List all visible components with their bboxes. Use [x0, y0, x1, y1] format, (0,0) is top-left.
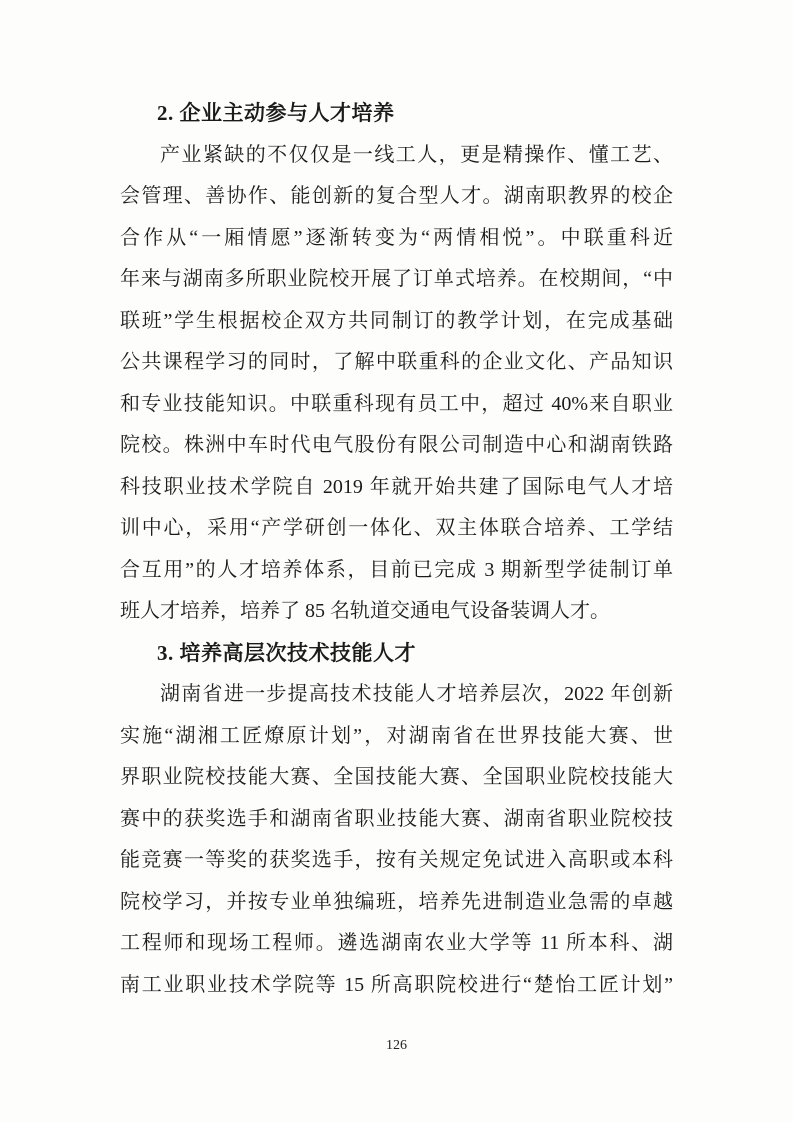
- section-heading-2: 2. 企业主动参与人才培养: [157, 101, 395, 125]
- text-line: 赛中的获奖选手和湖南省职业技能大赛、湖南省职业院校技: [120, 807, 673, 830]
- text-line: 训中心，采用“产学研创一体化、双主体联合培养、工学结: [120, 517, 673, 539]
- text-line: 界职业院校技能大赛、全国技能大赛、全国职业院校技能大: [120, 766, 673, 788]
- text-line: 湖南省进一步提高技术技能人才培养层次，2022 年创新: [160, 683, 673, 705]
- text-line: 实施“湖湘工匠燎原计划”，对湖南省在世界技能大赛、世: [120, 724, 673, 747]
- text-line: 公共课程学习的同时，了解中联重科的企业文化、产品知识: [120, 351, 673, 373]
- text-line: 合作从“一厢情愿”逐渐转变为“两情相悦”。中联重科近: [120, 226, 673, 249]
- text-line: 会管理、善协作、能创新的复合型人才。湖南职教界的校企: [120, 185, 673, 207]
- text-line: 和专业技能知识。中联重科现有员工中，超过 40%来自职业: [120, 392, 673, 415]
- text-line: 院校学习，并按专业单独编班，培养先进制造业急需的卓越: [120, 890, 673, 913]
- text-line: 工程师和现场工程师。遴选湖南农业大学等 11 所本科、湖: [120, 932, 673, 954]
- text-line: 年来与湖南多所职业院校开展了订单式培养。在校期间，“中: [120, 268, 673, 290]
- text-line: 院校。株洲中车时代电气股份有限公司制造中心和湖南铁路: [120, 434, 673, 456]
- text-line: 产业紧缺的不仅仅是一线工人，更是精操作、懂工艺、: [160, 143, 673, 166]
- text-line: 合互用”的人才培养体系，目前已完成 3 期新型学徒制订单: [120, 558, 673, 581]
- text-line: 班人才培养，培养了 85 名轨道交通电气设备装调人才。: [120, 600, 610, 622]
- section-heading-3: 3. 培养高层次技术技能人才: [157, 640, 416, 665]
- text-line: 能竞赛一等奖的获奖选手，按有关规定免试进入高职或本科: [120, 849, 673, 871]
- page-body-text: [120, 93, 673, 1006]
- page-number: 126: [386, 1038, 407, 1053]
- text-line: 南工业职业技术学院等 15 所高职院校进行“楚怡工匠计划”: [120, 973, 673, 996]
- text-line: 联班”学生根据校企双方共同制订的教学计划，在完成基础: [120, 309, 673, 332]
- text-line: 科技职业技术学院自 2019 年就开始共建了国际电气人才培: [120, 475, 673, 498]
